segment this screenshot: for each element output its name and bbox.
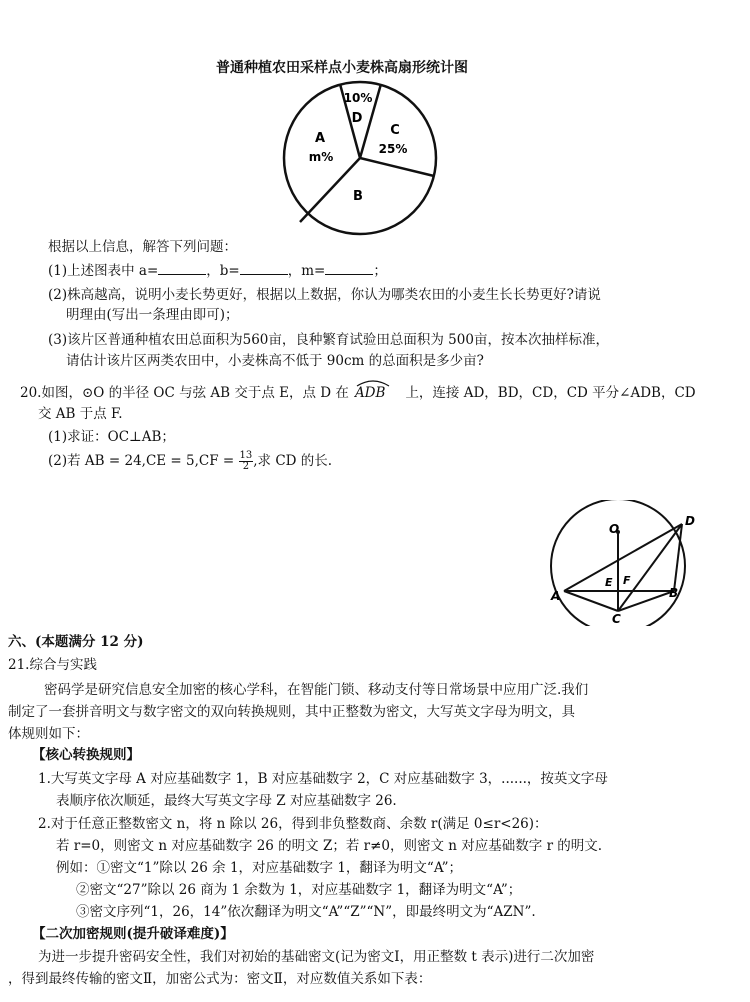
q19-part1	[48, 262, 387, 280]
label-a: A	[551, 589, 561, 603]
q19-part3-line1: (3)该片区普通种植农田总面积为560亩，良种繁育试验田总面积为 500亩，按本次抽样标准，	[48, 332, 609, 348]
answer-blank-m	[325, 262, 373, 275]
arc-notation	[355, 384, 386, 402]
label-f: F	[623, 574, 631, 587]
example3: ③密文序列“1，26，14”依次翻译为明文“A”“Z”“N”，即最终明文为“AZN”.	[76, 904, 536, 920]
q20-part2	[48, 451, 332, 472]
pie-chart-title: 普通种植农田采样点小麦株高扇形统计图	[216, 60, 468, 76]
label-e: E	[605, 576, 613, 589]
segment-ac	[564, 591, 618, 611]
q19-p1-end: ；	[373, 263, 387, 279]
slice-d-label: D	[351, 111, 363, 126]
q20-stem-line2: 交 AB 于点 F.	[38, 406, 123, 422]
rule1-line1: 1.大写英文字母 A 对应基础数字 1，B 对应基础数字 2，C 对应基础数字 3，......，按英文字母	[38, 771, 608, 787]
circle-geometry-figure	[548, 500, 708, 626]
slice-a-label: A	[314, 131, 326, 146]
q21-para1-line3: 体规则如下：	[8, 726, 89, 742]
q19-intro: 根据以上信息，解答下列问题：	[48, 239, 237, 255]
slice-c-label: C	[390, 123, 400, 138]
q19-p1-m-text: ，m=	[287, 263, 326, 279]
fraction-cf	[239, 451, 254, 472]
q20-p2-a: (2)若 AB = 24,CE = 5,CF =	[48, 453, 235, 469]
rule1-line2: 表顺序依次顺延，最终大写英文字母 Z 对应基础数字 26.	[56, 793, 397, 809]
q19-part3-line2: 请估计该片区两类农田中，小麦株高不低于 90cm 的总面积是多少亩?	[66, 353, 484, 369]
label-o: O	[609, 522, 620, 536]
q21-para1-line1: 密码学是研究信息安全加密的核心学科，在智能门锁、移动支付等日常场景中应用广泛.我们	[44, 682, 589, 698]
q21-para2-line2: ，得到最终传输的密文Ⅱ，加密公式为：密文Ⅱ，对应数值关系如下表：	[8, 971, 432, 987]
example1: 例如：①密文“1”除以 26 余 1，对应基础数字 1，翻译为明文“A”；	[56, 860, 462, 876]
slice-a-percent: m%	[308, 150, 334, 164]
q19-p1-b-text: ，b=	[206, 263, 240, 279]
rule2-line2: 若 r=0，则密文 n 对应基础数字 26 的明文 Z；若 r≠0，则密文 n 对应基础数字 r 的明文.	[56, 838, 603, 854]
q20-p2-b: ,求 CD 的长.	[253, 453, 333, 469]
q19-part2-line1: (2)株高越高，说明小麦长势更好，根据以上数据，你认为哪类农田的小麦生长长势更好?请说	[48, 287, 601, 303]
section-heading: 六、(本题满分 12 分)	[8, 634, 144, 650]
q20-stem-line1	[20, 384, 696, 402]
answer-blank-a	[158, 262, 206, 275]
label-d: D	[685, 514, 695, 528]
answer-blank-b	[240, 262, 288, 275]
fraction-numerator: 13	[239, 450, 253, 461]
q21-title: 21.综合与实践	[8, 657, 97, 673]
label-c: C	[612, 612, 621, 626]
slice-b-label: B	[353, 189, 363, 204]
core-rules-title: 【核心转换规则】	[32, 747, 140, 763]
slice-d-percent: 10%	[343, 91, 373, 105]
q20-stem-a: 20.如图，⊙O 的半径 OC 与弦 AB 交于点 E，点 D 在	[20, 385, 349, 401]
fraction-denominator: 2	[242, 461, 250, 472]
rule2-line1: 2.对于任意正整数密文 n，将 n 除以 26，得到非负整数商、余数 r(满足 0≤r<26)：	[38, 816, 548, 832]
arc-label: ADB	[354, 385, 386, 401]
example2: ②密文“27”除以 26 商为 1 余数为 1，对应基础数字 1，翻译为明文“A”；	[76, 882, 522, 898]
q19-part2-line2: 明理由(写出一条理由即可)；	[66, 307, 239, 323]
slice-c-percent: 25%	[378, 142, 408, 156]
q20-stem-b: 上，连接 AD，BD，CD，CD 平分∠ADB，CD	[405, 385, 696, 401]
secondary-rules-title: 【二次加密规则(提升破译难度)】	[32, 926, 234, 942]
q21-para1-line2: 制定了一套拼音明文与数字密文的双向转换规则，其中正整数为密文，大写英文字母为明文，具	[8, 704, 575, 720]
q20-part1: (1)求证：OC⊥AB；	[48, 429, 175, 445]
q21-para2-line1: 为进一步提升密码安全性，我们对初始的基础密文(记为密文Ⅰ，用正整数 t 表示)进行二次加密	[38, 949, 595, 965]
label-b: B	[669, 586, 679, 600]
q19-p1-a-text: (1)上述图表中 a=	[48, 263, 159, 279]
arc-symbol-icon	[355, 379, 391, 387]
pie-chart	[280, 80, 440, 240]
